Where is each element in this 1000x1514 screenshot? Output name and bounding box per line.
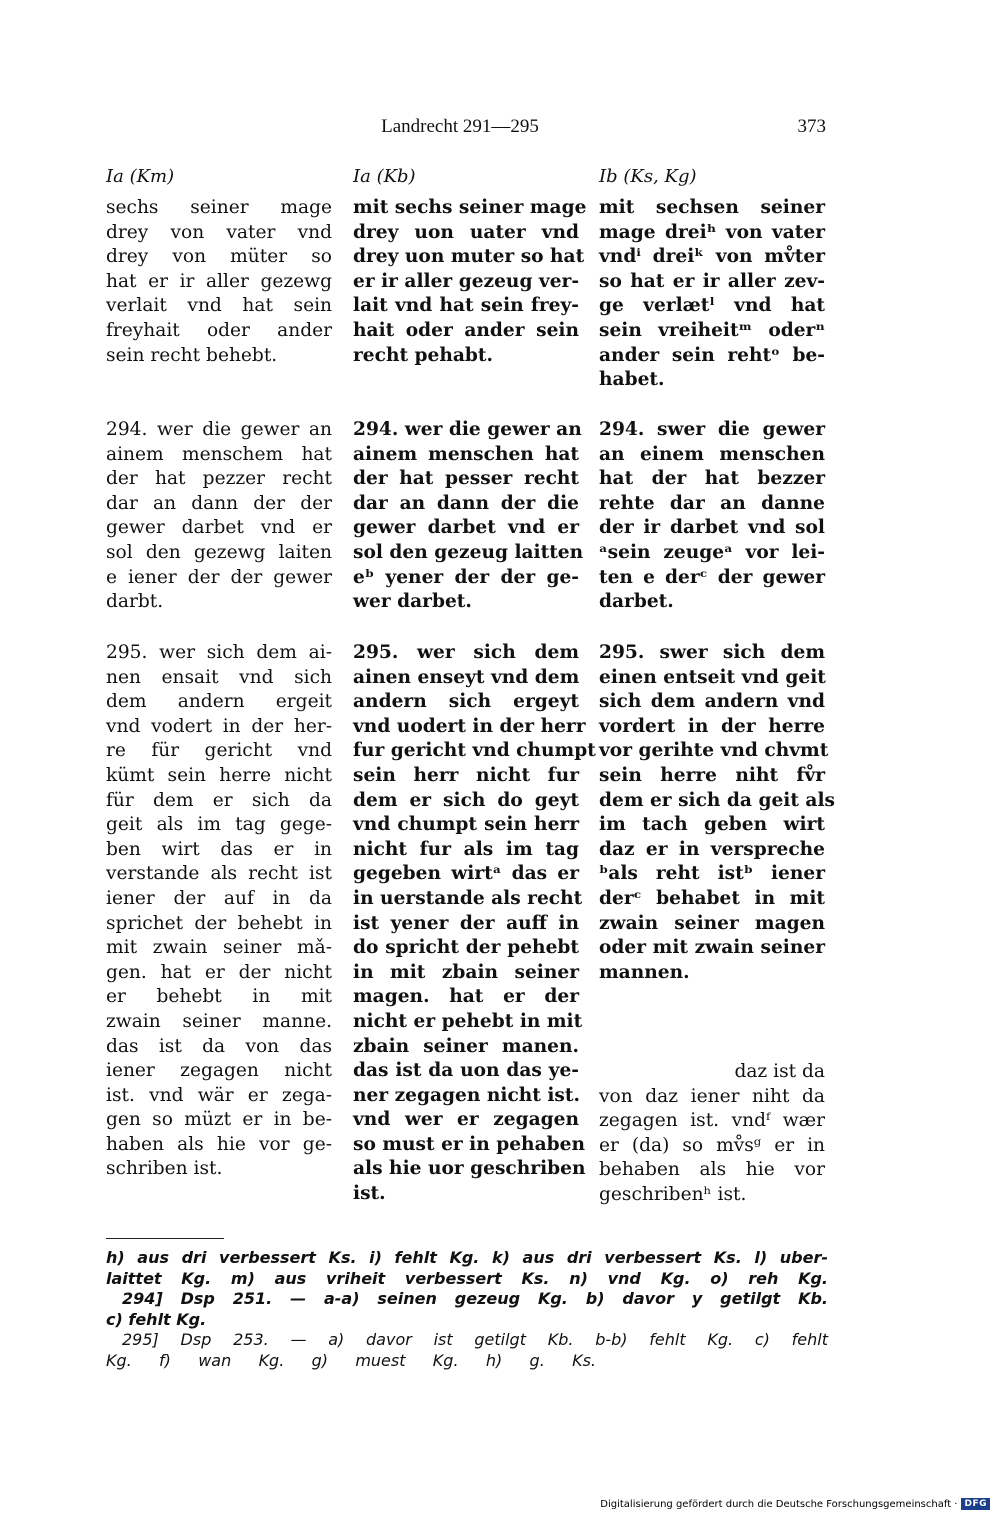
text-line: ainem menschem hat: [106, 443, 332, 465]
text-line: zegagen ist. vndᶠ wær: [599, 1110, 825, 1132]
text-line: wer darbet.: [353, 591, 472, 613]
text-line: vor gerihte vnd chvmt: [599, 740, 829, 762]
page-number: 373: [797, 116, 826, 137]
text-line: dem er sich do geyt: [353, 789, 579, 811]
text-line: 295. wer sich dem ai-: [106, 642, 332, 663]
text-line: mit sechs seiner mage: [353, 197, 587, 218]
text-line: drey uon muter so hat: [353, 246, 585, 268]
text-line: lait vnd hat sein frey-: [353, 295, 579, 317]
text-line: einen entseit vnd geit: [599, 666, 826, 688]
text-line: vnd uodert in der herr: [353, 715, 586, 737]
text-line: von daz iener niht da: [599, 1085, 825, 1107]
text-line: er ir aller gezeug ver-: [353, 270, 580, 292]
text-line: derᶜ behabet in mit: [599, 887, 825, 909]
text-line: gegeben wirtᵃ das er: [353, 863, 579, 885]
column-heading-km: Ia (Km): [106, 166, 175, 187]
text-line: 294. swer die gewer: [599, 419, 825, 440]
text-line: mit zwain seiner mǎ-: [106, 937, 332, 959]
text-line: haben als hie vor ge-: [106, 1133, 332, 1155]
text-line: oder mit zwain seiner: [599, 937, 825, 959]
text-line: sechs seiner mage: [106, 197, 332, 218]
footnote-line: 295] Dsp 253. — a) davor ist getilgt Kb. b-b) fehlt Kg. c) fehlt: [122, 1330, 828, 1349]
text-line: im tach geben wirt: [599, 814, 825, 836]
text-line: dem er sich da geit als: [599, 789, 835, 811]
text-line: daz ist da: [734, 1061, 825, 1082]
text-line: daz er in verspreche: [599, 838, 825, 860]
text-line: ainen enseyt vnd dem: [353, 666, 580, 688]
text-line: so hat er ir aller zev-: [599, 270, 825, 292]
footnote-line: Kg. f) wan Kg. g) muest Kg. h) g. Ks.: [106, 1350, 596, 1370]
text-line: rehte dar an danne: [599, 492, 825, 514]
text-line: so must er in pehaben: [353, 1133, 585, 1155]
text-line: iener der auf in da: [106, 887, 332, 909]
text-line: gen so müzt er in be-: [106, 1109, 332, 1131]
text-line: vndⁱ dreiᵏ von mv̊ter: [599, 246, 825, 268]
text-line: vnd chumpt sein herr: [353, 814, 579, 836]
text-line: das ist da uon das ye-: [353, 1060, 579, 1082]
text-line: nicht er pehebt in mit: [353, 1010, 583, 1032]
digitization-credit: [600, 1498, 990, 1510]
text-line: sich dem andern vnd: [599, 691, 825, 713]
text-line: er (da) so mv̊sᵍ er in: [599, 1134, 825, 1156]
text-line: iener zegagen nicht: [106, 1060, 332, 1082]
text-line: sein herr nicht fur: [353, 764, 579, 786]
text-line: ist yener der auff in: [353, 912, 579, 934]
text-line: der hat pezzer recht: [106, 468, 332, 490]
text-line: sprichet der behebt in: [106, 912, 332, 934]
column-heading-kb: Ia (Kb): [353, 166, 416, 187]
text-line: sol den gezeug laitten: [353, 541, 584, 563]
text-line: ainem menschen hat: [353, 443, 579, 465]
text-line: e iener der der gewer: [106, 566, 332, 588]
column-ks-kg-continuation: [599, 1060, 825, 1208]
text-line: kümt sein herre nicht: [106, 764, 332, 786]
column-km-section-295: [106, 641, 332, 1182]
text-line: ge verlætˡ vnd hat: [599, 295, 825, 317]
text-line: ᵇals reht istᵇ iener: [599, 863, 825, 885]
text-line: dar an dann der der: [106, 492, 332, 514]
text-line: dar an dann der die: [353, 492, 579, 514]
text-line: freyhait oder ander: [106, 319, 332, 341]
text-line: fur gericht vnd chumpt: [353, 740, 596, 762]
text-line: mage dreiʰ von vater: [599, 221, 825, 243]
text-line: do spricht der pehebt: [353, 937, 579, 959]
text-line: mit sechsen seiner: [599, 197, 825, 218]
text-line: er behebt in mit: [106, 986, 332, 1008]
column-ks-kg-block-1: [599, 196, 825, 393]
text-line: sol den gezewg laiten: [106, 541, 332, 563]
column-kb-block-1: [353, 196, 587, 368]
text-line: sein recht behebt.: [106, 344, 278, 366]
text-line: darbt.: [106, 591, 164, 613]
text-line: drey von vater vnd: [106, 221, 332, 243]
text-line: hat er ir aller gezewg: [106, 270, 332, 292]
column-ks-kg-section-295: [599, 641, 835, 985]
text-line: eᵇ yener der der ge-: [353, 566, 579, 588]
text-line: mannen.: [599, 961, 690, 983]
text-line: hait oder ander sein: [353, 319, 579, 341]
text-line: 295. swer sich dem: [599, 642, 825, 663]
column-kb-section-295: [353, 641, 596, 1207]
text-line: der ir darbet vnd sol: [599, 517, 825, 539]
text-line: für dem er sich da: [106, 789, 332, 811]
text-line: gewer darbet vnd er: [106, 517, 332, 539]
text-line: habet.: [599, 369, 665, 391]
column-km-block-1: [106, 196, 332, 368]
footnote-line: h) aus dri verbessert Ks. i) fehlt Kg. k) aus dri verbessert Ks. l) uber-: [106, 1248, 828, 1267]
text-line: als hie uor geschriben: [353, 1158, 586, 1180]
footnote-line: 294] Dsp 251. — a-a) seinen gezeug Kg. b) davor y getilgt Kb.: [122, 1289, 828, 1308]
text-line: der hat pesser recht: [353, 468, 579, 490]
text-line: nicht fur als im tag: [353, 838, 579, 860]
text-line: ist. vnd wär er zega-: [106, 1084, 332, 1106]
text-line: ist.: [353, 1183, 386, 1205]
text-line: in mit zbain seiner: [353, 961, 579, 983]
text-line: ten e derᶜ der gewer: [599, 566, 825, 588]
text-line: re für gericht vnd: [106, 740, 332, 762]
text-line: ᵃsein zeugeᵃ vor lei-: [599, 541, 825, 563]
text-line: drey von müter so: [106, 246, 332, 268]
text-line: ner zegagen nicht ist.: [353, 1084, 580, 1106]
text-line: schriben ist.: [106, 1158, 223, 1180]
footnotes: [106, 1248, 828, 1371]
text-line: zwain seiner magen: [599, 912, 825, 934]
text-line: nen ensait vnd sich: [106, 666, 332, 688]
text-line: zbain seiner manen.: [353, 1035, 579, 1057]
text-line: das ist da von das: [106, 1035, 332, 1057]
text-line: vnd vodert in der her-: [106, 715, 332, 737]
text-line: gen. hat er der nicht: [106, 961, 332, 983]
text-line: 295. wer sich dem: [353, 642, 579, 663]
text-line: drey uon uater vnd: [353, 221, 579, 243]
text-line: verstande als recht ist: [106, 863, 332, 885]
column-heading-ks-kg: Ib (Ks, Kg): [599, 166, 697, 187]
text-line: andern sich ergeyt: [353, 691, 579, 713]
text-line: dem andern ergeit: [106, 691, 332, 713]
text-line: behaben als hie vor: [599, 1159, 825, 1181]
text-line: sein herre niht fv̊r: [599, 764, 825, 786]
text-line: ander sein rehtᵒ be-: [599, 344, 825, 366]
footnote-line: laittet Kg. m) aus vriheit verbessert Ks. n) vnd Kg. o) reh Kg.: [106, 1268, 828, 1288]
text-line: recht pehabt.: [353, 344, 493, 366]
column-kb-section-294: [353, 418, 584, 615]
text-line: geit als im tag gege-: [106, 814, 332, 836]
column-km-section-294: [106, 418, 332, 615]
text-line: zwain seiner manne.: [106, 1010, 332, 1032]
column-ks-kg-section-294: [599, 418, 825, 615]
running-header: Landrecht 291—295: [381, 116, 539, 137]
text-line: 294. wer die gewer an: [106, 419, 332, 440]
text-line: vordert in der herre: [599, 715, 825, 737]
credit-text: Digitalisierung gefördert durch die Deutsche Forschungsgemeinschaft ·: [600, 1498, 958, 1510]
text-line: hat der hat bezzer: [599, 468, 825, 490]
text-line: an einem menschen: [599, 443, 825, 465]
text-line: vnd wer er zegagen: [353, 1109, 579, 1131]
text-line: darbet.: [599, 591, 674, 613]
footnote-rule: [106, 1238, 224, 1239]
footnote-line: c) fehlt Kg.: [106, 1309, 207, 1329]
text-line: geschribenʰ ist.: [599, 1183, 747, 1205]
dfg-logo: DFG: [961, 1498, 990, 1510]
text-line: ben wirt das er in: [106, 838, 332, 860]
text-line: sein vreiheitᵐ oderⁿ: [599, 319, 825, 341]
text-line: in uerstande als recht: [353, 887, 583, 909]
text-line: 294. wer die gewer an: [353, 419, 582, 440]
text-line: verlait vnd hat sein: [106, 295, 332, 317]
text-line: magen. hat er der: [353, 986, 579, 1008]
text-line: gewer darbet vnd er: [353, 517, 579, 539]
